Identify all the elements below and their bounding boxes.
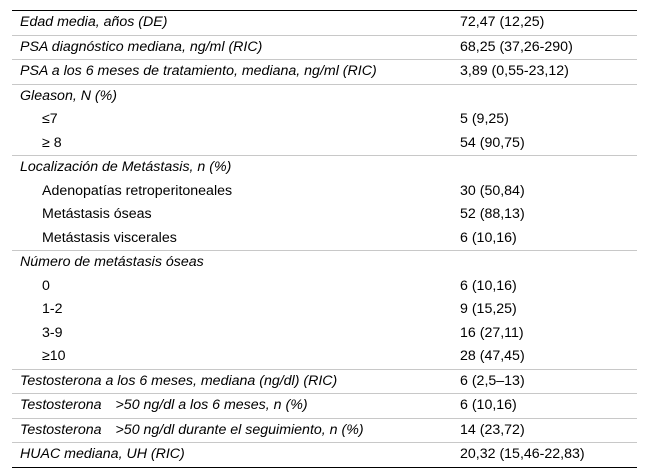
table-row — [12, 369, 637, 394]
row-value: 5 (9,25) — [460, 111, 509, 127]
row-label — [12, 394, 460, 419]
row-value: 72,47 (12,25) — [460, 11, 637, 36]
row-label: Localización de Metástasis, n (%) — [12, 156, 460, 180]
row-value: 6 (10,16) — [460, 277, 517, 294]
row-label: HUAC mediana, UH (RIC) — [12, 443, 460, 468]
row-value: 6 (10,16) — [460, 229, 517, 246]
row-label-main: Testosterona — [20, 421, 102, 438]
table-row — [12, 322, 637, 346]
table-row — [12, 227, 637, 251]
row-label: ≥10 — [42, 348, 66, 364]
row-label: Adenopatías retroperitoneales — [42, 182, 233, 199]
row-label: Gleason, N (%) — [12, 84, 460, 108]
row-label: Metástasis viscerales — [42, 229, 177, 246]
table-row — [12, 298, 637, 322]
row-label: 1-2 — [42, 301, 63, 317]
row-value: 52 (88,13) — [460, 206, 525, 222]
table-row — [12, 443, 637, 468]
row-label: Testosterona a los 6 meses, mediana (ng/dl) (RIC) — [12, 369, 460, 394]
row-label: PSA a los 6 meses de tratamiento, mediana, ng/ml (RIC) — [12, 60, 460, 85]
row-value: 20,32 (15,46-22,83) — [460, 443, 637, 468]
characteristics-table — [12, 10, 637, 468]
table-row — [12, 132, 637, 156]
row-label: Edad media, años (DE) — [12, 11, 460, 36]
row-label: Metástasis óseas — [42, 206, 152, 222]
row-label: 3-9 — [42, 324, 63, 341]
row-value: 9 (15,25) — [460, 301, 517, 317]
row-label: PSA diagnóstico mediana, ng/ml (RIC) — [12, 35, 460, 60]
row-label-detail: >50 ng/dl durante el seguimiento, n (%) — [115, 421, 364, 438]
row-value — [460, 84, 637, 108]
row-value: 16 (27,11) — [460, 324, 524, 341]
row-label-main: Testosterona — [20, 397, 102, 413]
row-value — [460, 156, 637, 180]
row-value: 6 (10,16) — [460, 394, 637, 419]
table-body — [12, 11, 637, 468]
row-value: 54 (90,75) — [460, 134, 525, 151]
table-row — [12, 203, 637, 227]
row-value: 6 (2,5–13) — [460, 369, 637, 394]
table-row — [12, 275, 637, 299]
table-row — [12, 180, 637, 204]
row-value: 28 (47,45) — [460, 348, 525, 364]
table-row — [12, 394, 637, 419]
row-value: 30 (50,84) — [460, 182, 525, 199]
table-row — [12, 418, 637, 443]
row-label-detail: >50 ng/dl a los 6 meses, n (%) — [115, 397, 308, 413]
row-label — [12, 418, 460, 443]
row-label: 0 — [42, 277, 50, 294]
table-row — [12, 60, 637, 85]
row-label: ≤7 — [42, 111, 58, 127]
table-row — [12, 108, 637, 132]
table-row — [12, 84, 637, 108]
row-value: 14 (23,72) — [460, 418, 637, 443]
table-row — [12, 345, 637, 369]
row-label: Número de metástasis óseas — [12, 251, 460, 275]
table-row — [12, 11, 637, 36]
row-value: 3,89 (0,55-23,12) — [460, 60, 637, 85]
row-value: 68,25 (37,26-290) — [460, 35, 637, 60]
table-row — [12, 156, 637, 180]
row-value — [460, 251, 637, 275]
table-row — [12, 35, 637, 60]
table-row — [12, 251, 637, 275]
row-label: ≥ 8 — [42, 134, 62, 151]
